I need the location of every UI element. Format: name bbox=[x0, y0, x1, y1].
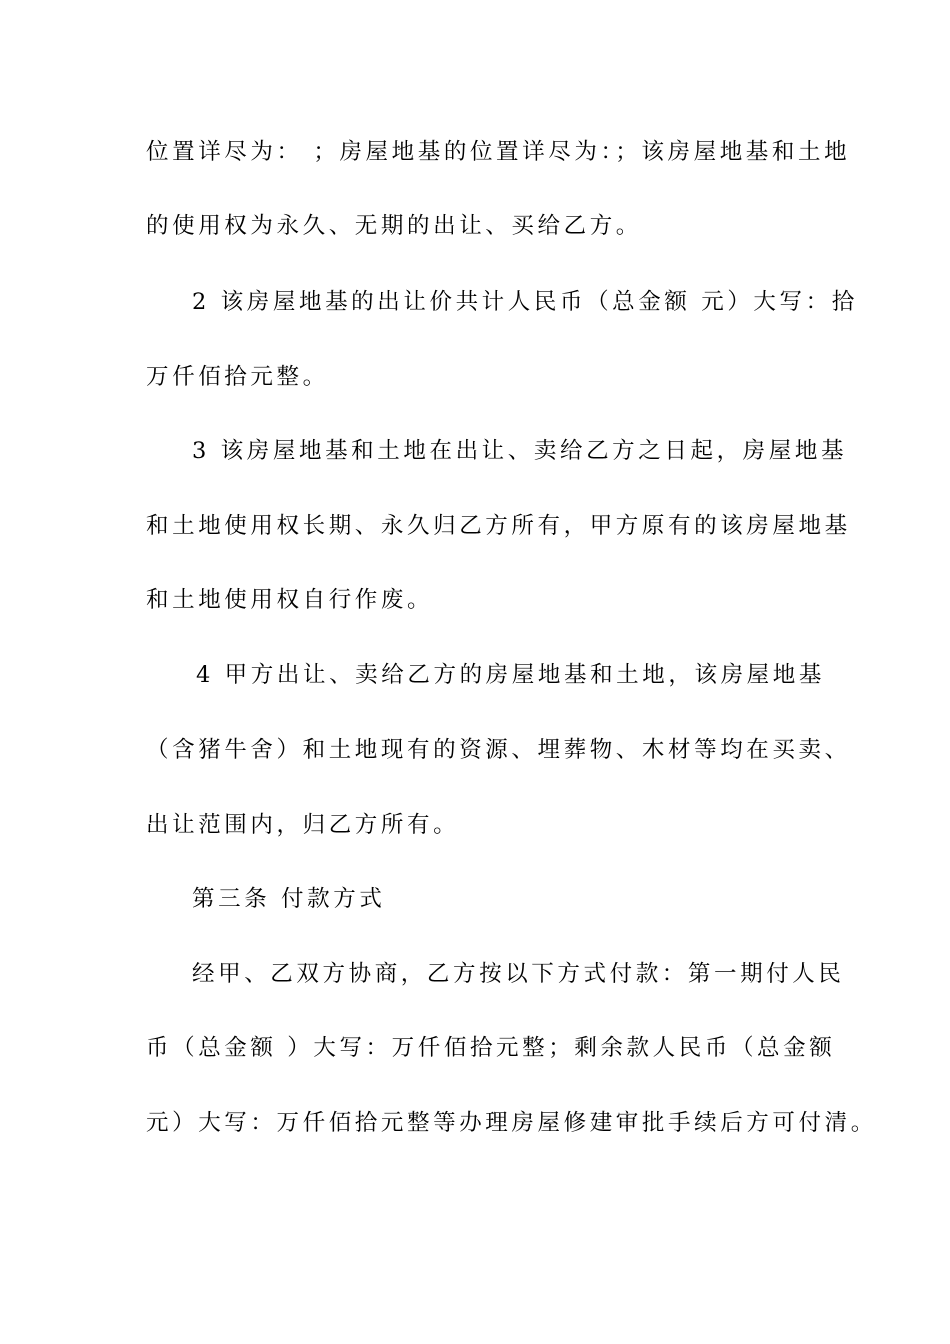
text-line: 和土地使用权长期、永久归乙方所有，甲方原有的该房屋地基 bbox=[146, 513, 851, 539]
text-line: 位置详尽为： ；房屋地基的位置详尽为：；该房屋地基和土地 bbox=[146, 139, 851, 165]
text-line: （含猪牛舍）和土地现有的资源、埋葬物、木材等均在买卖、 bbox=[146, 737, 851, 763]
text-line: 币（总金额 ）大写：万仟佰拾元整；剩余款人民币（总金额 bbox=[146, 1035, 836, 1061]
text-line: 和土地使用权自行作废。 bbox=[146, 587, 434, 613]
text-line: 的使用权为永久、无期的出让、买给乙方。 bbox=[146, 213, 642, 239]
text-line: 出让范围内，归乙方所有。 bbox=[146, 812, 460, 838]
text-line: 经甲、乙双方协商，乙方按以下方式付款：第一期付人民 bbox=[192, 961, 845, 987]
text-line: 2 该房屋地基的出让价共计人民币（总金额 元）大写：拾 bbox=[192, 289, 858, 315]
section-heading: 第三条 付款方式 bbox=[192, 886, 386, 912]
text-line: 3 该房屋地基和土地在出让、卖给乙方之日起，房屋地基 bbox=[192, 438, 848, 464]
text-line: 万仟佰拾元整。 bbox=[146, 364, 329, 390]
text-line: 4 甲方出让、卖给乙方的房屋地基和土地，该房屋地基 bbox=[196, 662, 825, 688]
text-line: 元）大写：万仟佰拾元整等办理房屋修建审批手续后方可付清。 bbox=[146, 1110, 877, 1136]
